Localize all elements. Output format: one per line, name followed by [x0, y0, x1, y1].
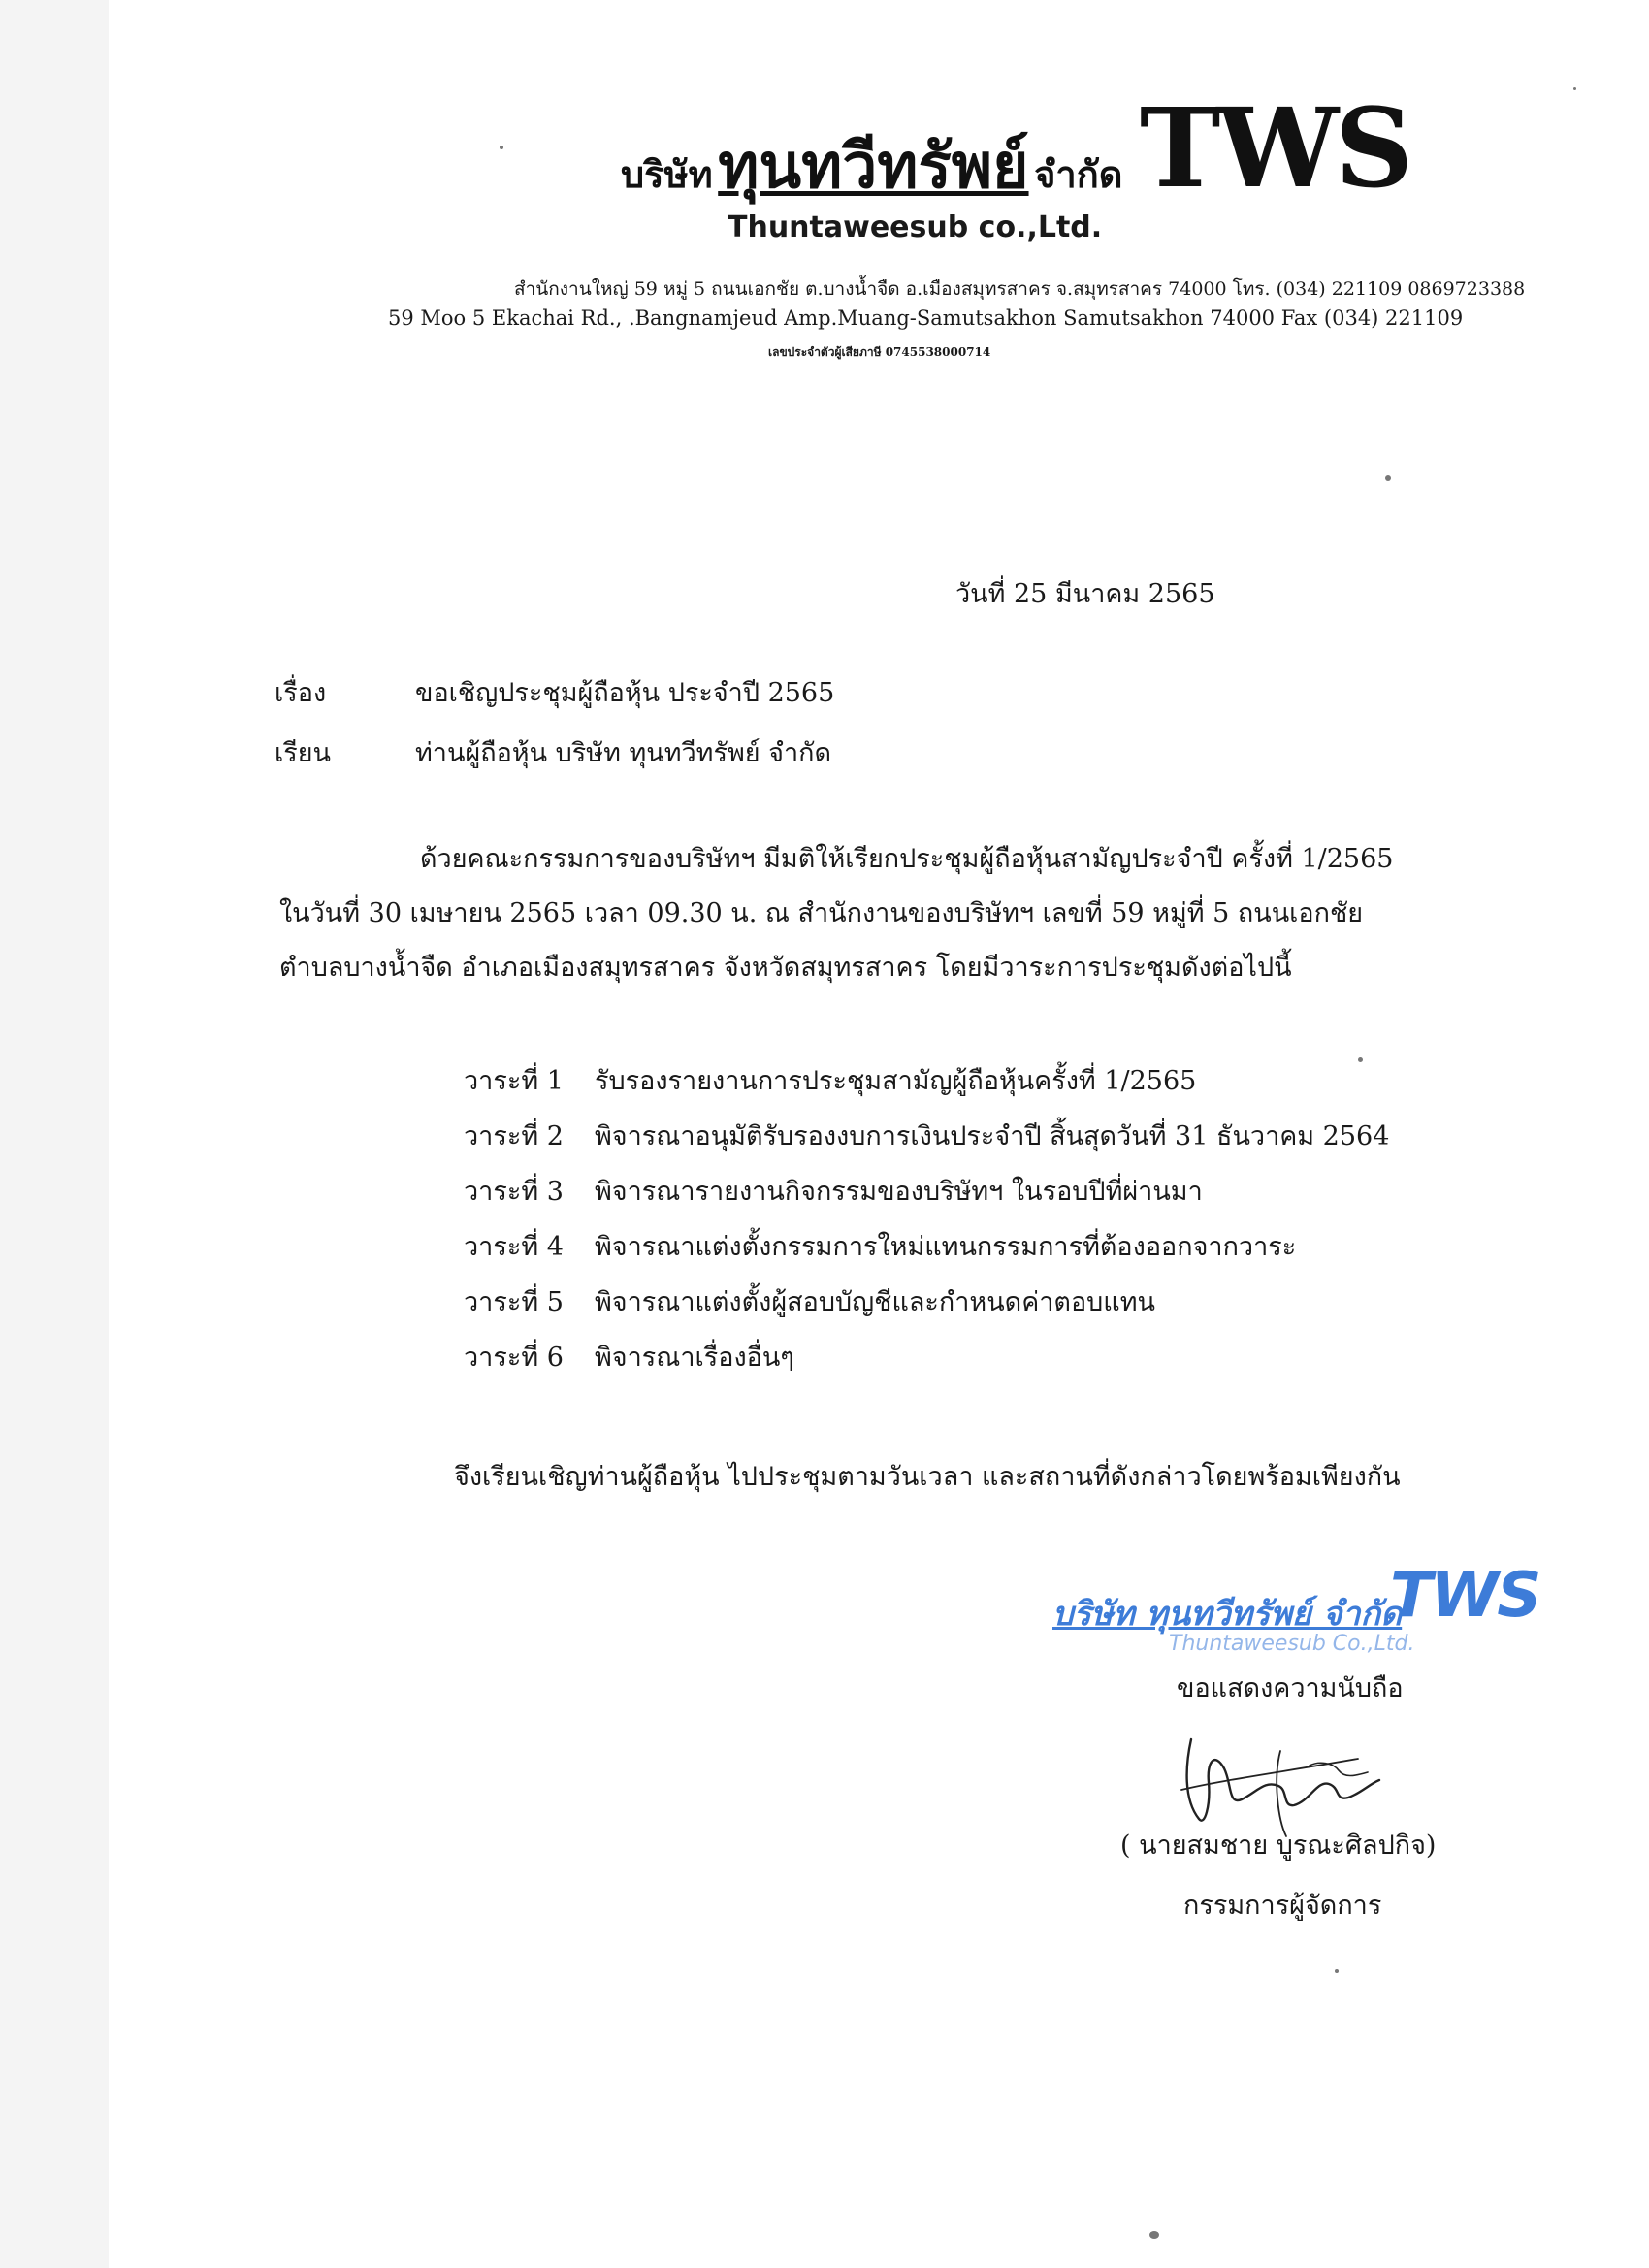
agenda-item: [464, 1280, 1389, 1336]
scan-speck: [1149, 2231, 1159, 2239]
closing-sentence: จึงเรียนเชิญท่านผู้ถือหุ้น ไปประชุมตามวันเวลา และสถานที่ดังกล่าวโดยพร้อมเพียงกัน: [454, 1462, 1401, 1492]
company-stamp: [1052, 1560, 1557, 1667]
stamp-name-english: Thuntaweesub Co.,Ltd.: [1169, 1632, 1415, 1656]
agenda-text: พิจารณาอนุมัติรับรองงบการเงินประจำปี สิ้นสุดวันที่ 31 ธันวาคม 2564: [595, 1121, 1390, 1151]
address-thai: สำนักงานใหญ่ 59 หมู่ 5 ถนนเอกชัย ต.บางน้ำจืด อ.เมืองสมุทรสาคร จ.สมุทรสาคร 74000 โทร. (034) 221109 0869723388: [514, 278, 1526, 300]
scan-speck: [1573, 87, 1576, 90]
brand-name: ทุนทวีทรัพย์: [718, 131, 1029, 203]
subject-value: ขอเชิญประชุมผู้ถือหุ้น ประจำปี 2565: [415, 678, 835, 708]
agenda-label: วาระที่ 1: [464, 1066, 564, 1096]
agenda-item: [464, 1170, 1389, 1225]
agenda-text: พิจารณาแต่งตั้งกรรมการใหม่แทนกรรมการที่ต้องออกจากวาระ: [595, 1232, 1297, 1262]
recipient-label: เรียน: [275, 738, 332, 768]
company-name-thai: [621, 116, 1122, 215]
brand-prefix: บริษัท: [621, 153, 713, 196]
stamp-name-thai: บริษัท ทุนทวีทรัพย์ จำกัด: [1052, 1595, 1403, 1634]
scan-speck: [1358, 1057, 1363, 1062]
agenda-item: [464, 1059, 1389, 1115]
paragraph-line: ด้วยคณะกรรมการของบริษัทฯ มีมติให้เรียกประชุมผู้ถือหุ้นสามัญประจำปี ครั้งที่ 1/2565: [420, 844, 1394, 874]
agenda-text: พิจารณาเรื่องอื่นๆ: [595, 1343, 794, 1373]
body-paragraph: [279, 832, 1516, 995]
agenda-text: รับรองรายงานการประชุมสามัญผู้ถือหุ้นครั้งที่ 1/2565: [595, 1066, 1197, 1096]
agenda-text: พิจารณาแต่งตั้งผู้สอบบัญชีและกำหนดค่าตอบแทน: [595, 1287, 1155, 1317]
agenda-label: วาระที่ 6: [464, 1343, 564, 1373]
scan-speck: [1385, 475, 1391, 481]
agenda-label: วาระที่ 5: [464, 1287, 564, 1317]
agenda-item: [464, 1336, 1389, 1391]
recipient-value: ท่านผู้ถือหุ้น บริษัท ทุนทวีทรัพย์ จำกัด: [415, 738, 832, 768]
closing-regards: ขอแสดงความนับถือ: [1177, 1673, 1404, 1703]
tax-id: เลขประจำตัวผู้เสียภาษี 0745538000714: [768, 345, 991, 359]
paragraph-line: ตำบลบางน้ำจืด อำเภอเมืองสมุทรสาคร จังหวัดสมุทรสาคร โดยมีวาระการประชุมดังต่อไปนี้: [279, 953, 1292, 983]
agenda-item: [464, 1225, 1389, 1280]
agenda-label: วาระที่ 4: [464, 1232, 564, 1262]
subject-label: เรื่อง: [275, 678, 327, 708]
address-english: 59 Moo 5 Ekachai Rd., .Bangnamjeud Amp.Muang-Samutsakhon Samutsakhon 74000 Fax (034) 221109: [388, 307, 1464, 330]
agenda-label: วาระที่ 2: [464, 1121, 564, 1151]
company-name-english: Thuntaweesub co.,Ltd.: [728, 211, 1103, 244]
letter-date: วันที่ 25 มีนาคม 2565: [955, 579, 1215, 609]
agenda-list: [464, 1059, 1389, 1391]
scan-speck: [1335, 1969, 1339, 1973]
scan-left-margin: [0, 0, 109, 2268]
agenda-item: [464, 1115, 1389, 1170]
scan-speck: [500, 146, 503, 149]
signer-title: กรรมการผู้จัดการ: [1183, 1891, 1382, 1921]
company-logo: TWS: [1140, 85, 1410, 212]
agenda-text: พิจารณารายงานกิจกรรมของบริษัทฯ ในรอบปีที่ผ่านมา: [595, 1177, 1203, 1207]
brand-suffix: จำกัด: [1034, 153, 1123, 196]
stamp-logo: TWS: [1390, 1560, 1540, 1632]
signer-name: ( นายสมชาย บูรณะศิลปกิจ): [1120, 1831, 1437, 1861]
agenda-label: วาระที่ 3: [464, 1177, 564, 1207]
paragraph-line: ในวันที่ 30 เมษายน 2565 เวลา 09.30 น. ณ สำนักงานของบริษัทฯ เลขที่ 59 หมู่ที่ 5 ถนนเอกชัย: [279, 898, 1364, 928]
